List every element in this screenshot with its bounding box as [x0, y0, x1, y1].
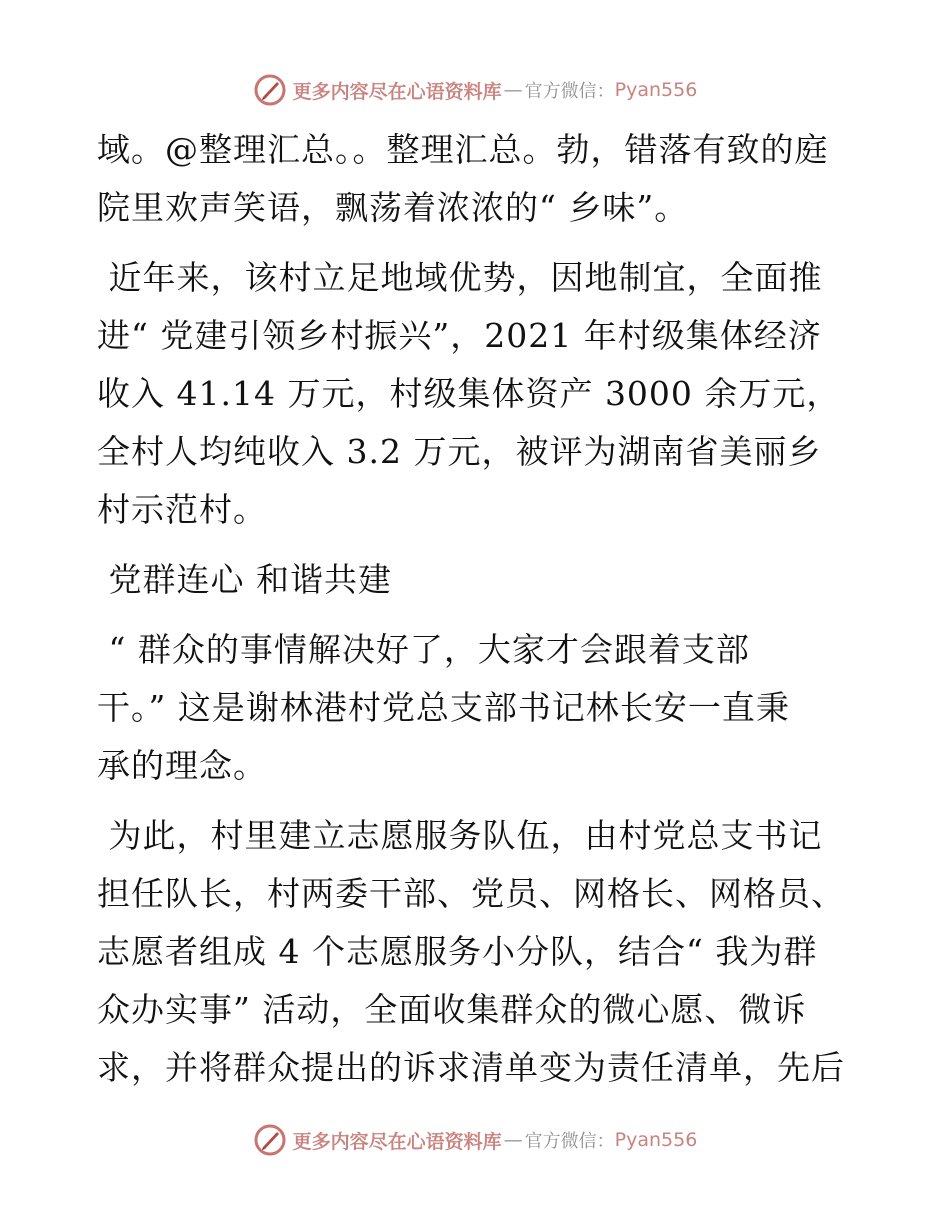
text-line: 干。” 这是谢林港村党总支部书记林长安一直秉 [97, 688, 790, 727]
text-line: 党群连心 和谐共建 [97, 560, 392, 599]
text-line: 域。@整理汇总。。整理汇总。勃，错落有致的庭 [97, 130, 829, 169]
paragraph [97, 121, 887, 237]
section-heading [97, 551, 887, 609]
watermark-separator: — [503, 1129, 523, 1151]
paragraph [97, 807, 887, 1097]
text-line: 全村人均纯收入 3.2 万元，被评为湖南省美丽乡 [97, 432, 822, 471]
text-line: 求，并将群众提出的诉求清单变为责任清单，先后 [97, 1048, 845, 1087]
watermark-wechat-id: Pyan556 [614, 1129, 698, 1151]
text-line: “ 群众的事情解决好了，大家才会跟着支部 [97, 630, 750, 669]
footer-watermark [0, 1122, 950, 1158]
text-line: 担任队长，村两委干部、党员、网格长、网格员、 [97, 874, 845, 913]
text-line: 进“ 党建引领乡村振兴”，2021 年村级集体经济 [97, 316, 822, 355]
header-watermark [0, 72, 950, 108]
article-body [97, 121, 887, 1097]
text-line: 承的理念。 [97, 746, 267, 785]
watermark-brand-text: 更多内容尽在心语资料库 [292, 80, 502, 103]
watermark-brand-text: 更多内容尽在心语资料库 [292, 1130, 502, 1153]
text-line: 院里欢声笑语，飘荡着浓浓的“ 乡味”。 [97, 188, 689, 227]
text-line: 村示范村。 [97, 490, 267, 529]
watermark-wechat-label: 官方微信： [524, 81, 615, 102]
text-line: 志愿者组成 4 个志愿服务小分队，结合“ 我为群 [97, 932, 818, 971]
text-line: 众办实事” 活动，全面收集群众的微心愿、微诉 [97, 990, 807, 1029]
watermark-wechat-id: Pyan556 [614, 79, 698, 101]
watermark-separator: — [503, 79, 523, 101]
watermark-wechat-label: 官方微信： [524, 1131, 615, 1152]
text-line: 收入 41.14 万元，村级集体资产 3000 余万元， [97, 374, 841, 413]
text-line: 为此，村里建立志愿服务队伍，由村党总支书记 [97, 816, 823, 855]
text-line: 近年来，该村立足地域优势，因地制宜，全面推 [97, 258, 823, 297]
paragraph [97, 621, 887, 795]
paragraph [97, 249, 887, 539]
brand-logo-icon [253, 1123, 287, 1157]
brand-logo-icon [253, 73, 287, 107]
